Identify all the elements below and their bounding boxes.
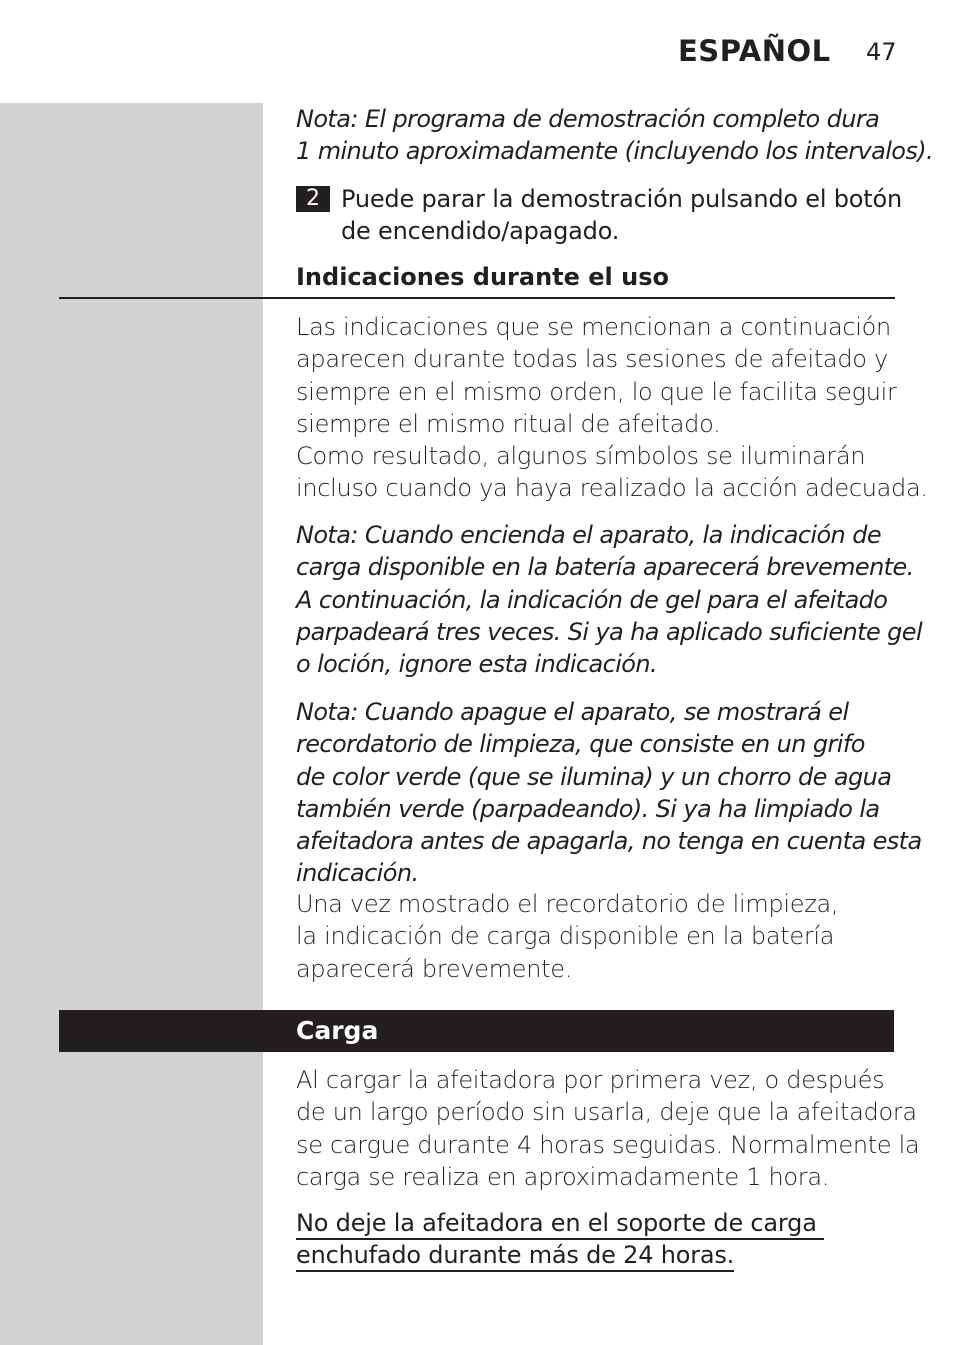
- cleaning-reminder-paragraph: Una vez mostrado el recordatorio de limpieza, la indicación de carga disponible en la batería aparecerá brevemente.: [296, 890, 839, 983]
- power-off-note: Nota: Cuando apague el aparato, se mostrará el recordatorio de limpieza, que consiste en un grifo de color verde (que se ilumina) y un chorro de agua también verde (parpadeando). Si ya ha limpiado la afeitadora antes de apagarla, no tenga en cuenta esta indicación.: [296, 698, 922, 888]
- indications-heading: Indicaciones durante el uso: [296, 263, 669, 291]
- charging-warning-line-2: enchufado durante más de 24 horas.: [296, 1241, 734, 1272]
- charging-warning-line-1: No deje la afeitadora en el soporte de carga: [296, 1209, 824, 1240]
- left-margin-band: [0, 103, 263, 1345]
- section-title-bar: [59, 1010, 894, 1052]
- indications-paragraph: Las indicaciones que se mencionan a continuación aparecen durante todas las sesiones de afeitado y siempre en el mismo orden, lo que le facilita seguir siempre el mismo ritual de afeitado. Como resultado, algunos símbolos se iluminarán incluso cuando ya haya realizado la acción adecuada.: [296, 313, 928, 503]
- step-number-badge: 2: [296, 186, 330, 212]
- heading-divider: [59, 297, 895, 299]
- page-number: 47: [866, 38, 897, 66]
- power-on-note: Nota: Cuando encienda el aparato, la indicación de carga disponible en la batería aparecerá brevemente. A continuación, la indicación de gel para el afeitado parpadeará tres veces. Si ya ha aplicado suficiente gel o loción, ignore esta indicación.: [296, 521, 923, 679]
- step-text: Puede parar la demostración pulsando el botón de encendido/apagado.: [341, 185, 902, 246]
- page-language-header: ESPAÑOL: [678, 34, 831, 68]
- charging-paragraph: Al cargar la afeitadora por primera vez, o después de un largo período sin usarla, deje que la afeitadora se cargue durante 4 horas seguidas. Normalmente la carga se realiza en aproximadamente 1 hora.: [296, 1066, 920, 1191]
- demo-duration-note: Nota: El programa de demostración completo dura 1 minuto aproximadamente (incluyendo los intervalos).: [296, 105, 934, 166]
- section-title-charging: Carga: [296, 1016, 379, 1045]
